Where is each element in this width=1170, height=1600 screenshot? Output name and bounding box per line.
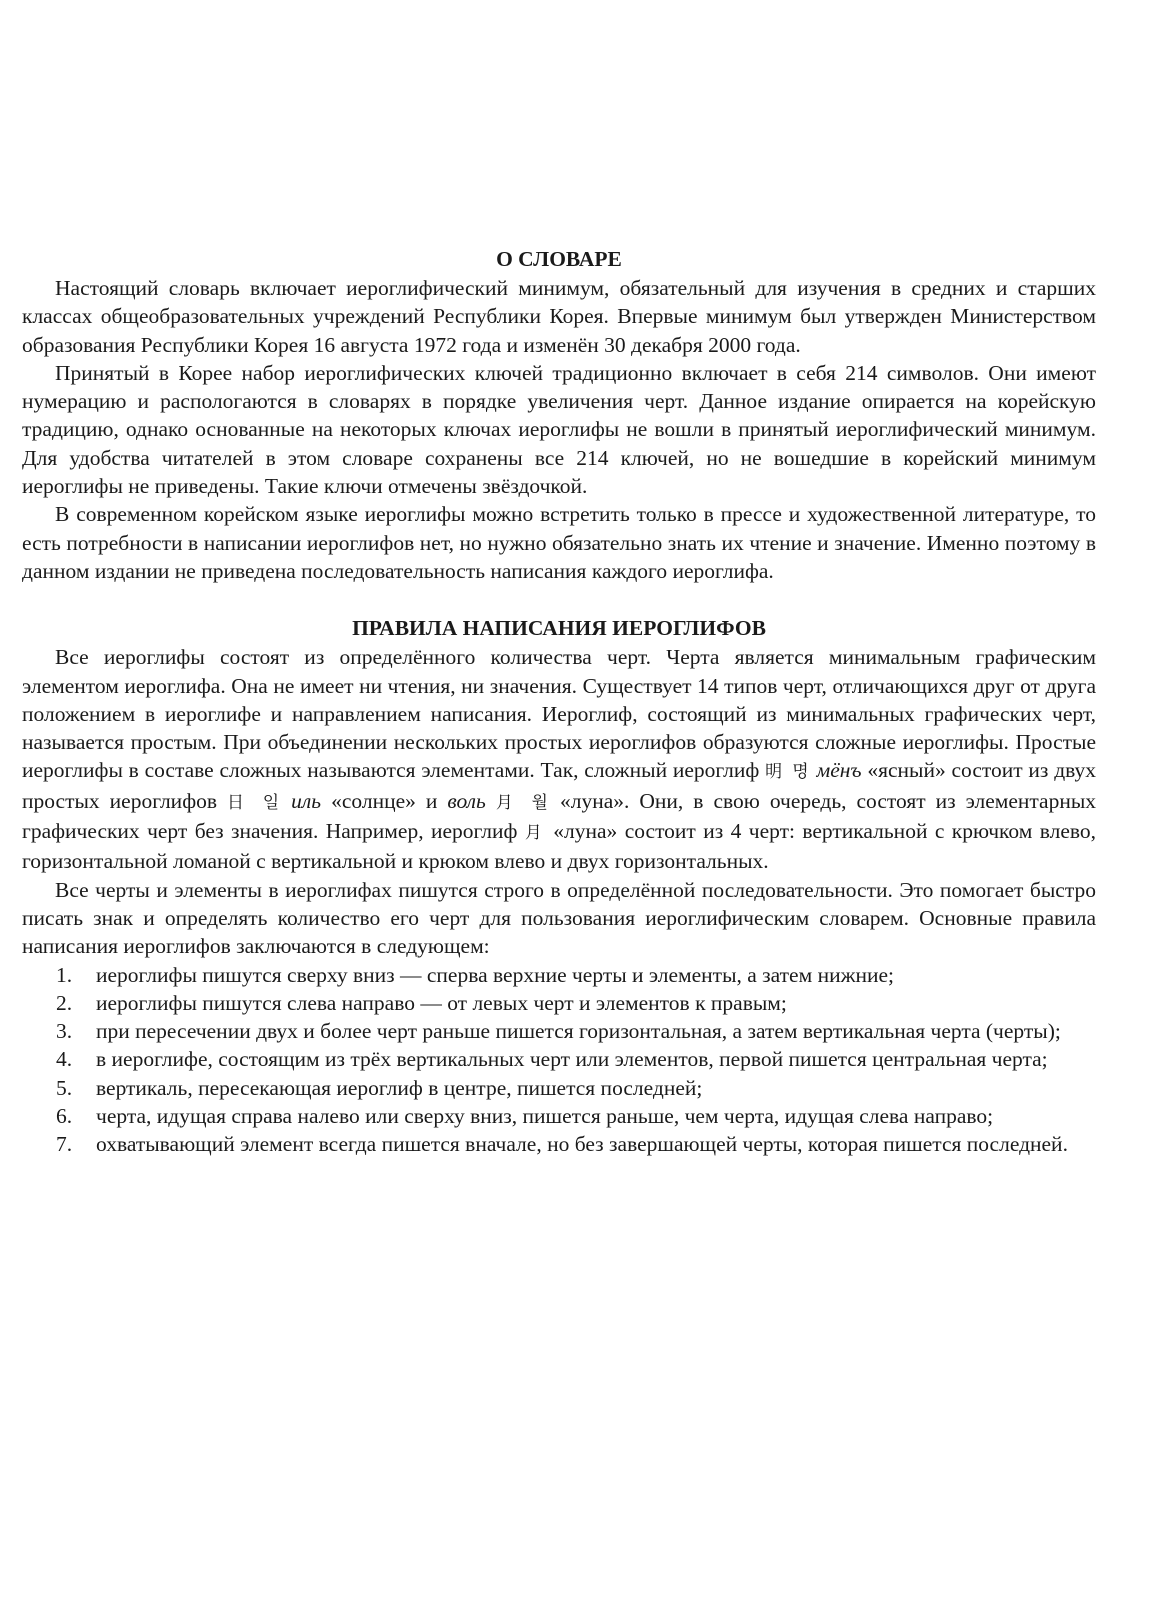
rule-item <box>22 989 1096 1017</box>
rule-item <box>22 1102 1096 1130</box>
rule-text: черта, идущая справа налево или сверху вниз, пишется раньше, чем черта, идущая слева направо; <box>96 1104 994 1129</box>
rule-text: иероглифы пишутся слева направо — от левых черт и элементов к правым; <box>96 990 787 1015</box>
paragraph-intro-2: Принятый в Корее набор иероглифических ключей традиционно включает в себя 214 символов. Они имеют нумерацию и распологаются в словарях в порядке увеличения черт. Данное издание опирается на корейскую традицию, однако основанные на некоторых ключах иероглифы не вошли в принятый иероглифический минимум. Для удобства читателей в этом словаре сохранены все 214 ключей, но не вошедшие в корейский минимум иероглифы не приведены. Такие ключи отмечены звёздочкой. <box>22 360 1096 499</box>
rule-item <box>22 1074 1096 1102</box>
paragraph-rules-1 <box>22 643 1096 875</box>
paragraph-rules-2: Все черты и элементы в иероглифах пишутся строго в определённой последовательности. Это помогает быстро писать знак и определять количество его черт для пользования иероглифическим словарем. Основные правила написания иероглифов заключаются в следующем: <box>22 877 1096 959</box>
text-segment: «солнце» и <box>331 788 438 813</box>
text-segment: «луна». Они, в свою очередь, состоят из элементарных графических черт без значения. Например, иероглиф <box>22 788 1097 844</box>
rule-text: вертикаль, пересекающая иероглиф в центре, пишется последней; <box>96 1075 703 1100</box>
rule-number: 3. <box>56 1019 73 1044</box>
rule-text: иероглифы пишутся сверху вниз — сперва верхние черты и элементы, а затем нижние; <box>96 962 894 987</box>
rule-number: 4. <box>56 1047 73 1072</box>
romanization-il: иль <box>291 788 322 813</box>
rule-text: при пересечении двух и более черт раньше пишется горизонтальная, а затем вертикальная черта (черты); <box>96 1019 1061 1044</box>
rule-item <box>22 961 1096 989</box>
romanization-wol: воль <box>447 788 486 813</box>
rules-list <box>22 961 1096 1159</box>
rule-number: 2. <box>56 990 73 1015</box>
text-segment: «ясный» состоит из двух простых иероглифов <box>22 758 1097 813</box>
rule-item <box>22 1130 1096 1158</box>
section-title-about-dictionary: О СЛОВАРЕ <box>496 247 622 271</box>
paragraph-intro-3: В современном корейском языке иероглифы можно встретить только в прессе и художественной литературе, то есть потребности в написании иероглифов нет, но нужно обязательно знать их чтение и значение. Именно поэтому в данном издании не приведена последовательность написания каждого иероглифа. <box>22 502 1096 583</box>
hanja-example-moon-single: 月 <box>524 823 546 844</box>
romanization-myeong: мёнъ <box>816 758 862 783</box>
hanja-example-sun: 日 일 <box>227 792 282 813</box>
rule-number: 1. <box>56 962 73 987</box>
document-page <box>22 244 1096 1159</box>
hanja-example-moon: 月 월 <box>495 792 550 813</box>
rule-number: 6. <box>56 1104 73 1129</box>
rule-item <box>22 1045 1096 1073</box>
rule-item <box>22 1017 1096 1045</box>
rule-number: 7. <box>56 1132 73 1157</box>
hanja-example-bright: 明 명 <box>765 762 811 783</box>
text-segment: Все иероглифы состоят из определённого количества черт. Черта является минимальным графическим элементом иероглифа. Она не имеет ни чтения, ни значения. Существует 14 типов черт, отличающихся друг от друга положением в иероглифе и направлением написания. Иероглиф, состоящий из минимальных графических черт, называется простым. При объединении нескольких простых иероглифов образуются сложные иероглифы. Простые иероглифы в составе сложных называются элементами. Так, сложный иероглиф <box>22 645 1096 783</box>
rule-text: в иероглифе, состоящим из трёх вертикальных черт или элементов, первой пишется центральная черта; <box>96 1047 1048 1072</box>
section-title-writing-rules: ПРАВИЛА НАПИСАНИЯ ИЕРОГЛИФОВ <box>352 616 766 641</box>
rule-number: 5. <box>56 1075 73 1100</box>
paragraph-intro-1: Настоящий словарь включает иероглифический минимум, обязательный для изучения в средних и старших классах общеобразовательных учреждений Республики Корея. Впервые минимум был утвержден Министерством образования Республики Корея 16 августа 1972 года и изменён 30 декабря 2000 года. <box>22 276 1096 357</box>
rule-text: охватывающий элемент всегда пишется вначале, но без завершающей черты, которая пишется последней. <box>96 1132 1068 1157</box>
text-segment: «луна» состоит из 4 черт: вертикальной с крючком влево, горизонтальной ломаной с вертикальной и крюком влево и двух горизонтальных. <box>22 819 1097 874</box>
